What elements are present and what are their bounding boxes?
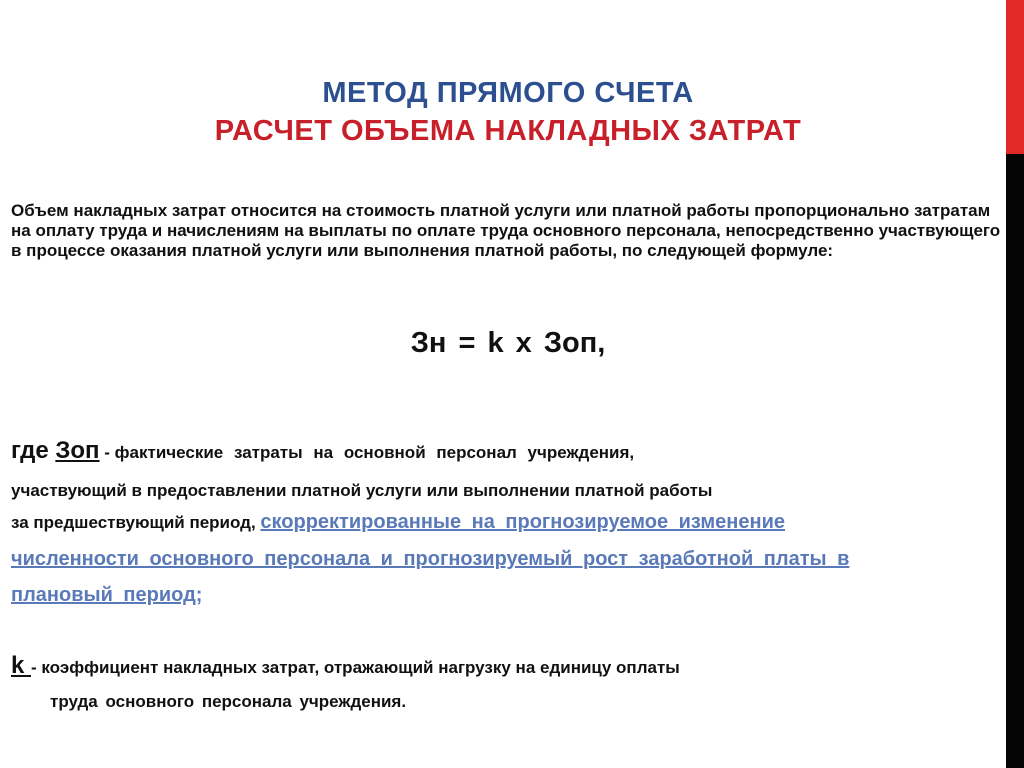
- zop-definition-line3: [11, 511, 785, 534]
- zop-definition-line5: [11, 584, 202, 607]
- title-line-method: МЕТОД ПРЯМОГО СЧЕТА: [322, 77, 694, 109]
- zop-highlight-line1: скорректированные на прогнозируемое изменение: [260, 511, 785, 533]
- zop-definition-line1: [11, 437, 634, 465]
- zop-definition-line2: участвующий в предоставлении платной услуги или выполнении платной работы: [11, 481, 713, 500]
- zop-highlight-line3: плановый период;: [11, 584, 203, 606]
- k-definition-line1: [11, 652, 680, 680]
- k-definition-line2: труда основного персонала учреждения.: [50, 692, 407, 711]
- title-line-calculation: РАСЧЕТ ОБЪЕМА НАКЛАДНЫХ ЗАТРАТ: [214, 115, 802, 147]
- k-symbol: k: [11, 652, 32, 679]
- zop-highlight-line2: численности основного персонала и прогнозируемый рост заработной платы в: [11, 548, 850, 570]
- decorative-black-bar: [1006, 154, 1024, 768]
- zop-prefix: где: [11, 437, 56, 464]
- zop-text-line1: фактические затраты на основной персонал учреждения,: [114, 443, 635, 462]
- k-text-line1: - коэффициент накладных затрат, отражающий нагрузку на единицу оплаты: [31, 658, 680, 677]
- formula: Зн = k х Зоп,: [410, 327, 606, 359]
- zop-symbol: Зоп: [55, 437, 100, 464]
- zop-definition-line4: [11, 548, 849, 571]
- zop-text-line3: за предшествующий период,: [11, 513, 261, 532]
- intro-paragraph: Объем накладных затрат относится на стоимость платной услуги или платной работы пропорционально затратам на оплату труда и начислениям на выплаты по оплате труда основного персонала, непосредственно участвующего в процессе оказания платной услуги или выполнения платной работы, по следующей формуле:: [11, 201, 1001, 260]
- slide-title: [0, 74, 1016, 150]
- zop-dash: -: [99, 443, 115, 462]
